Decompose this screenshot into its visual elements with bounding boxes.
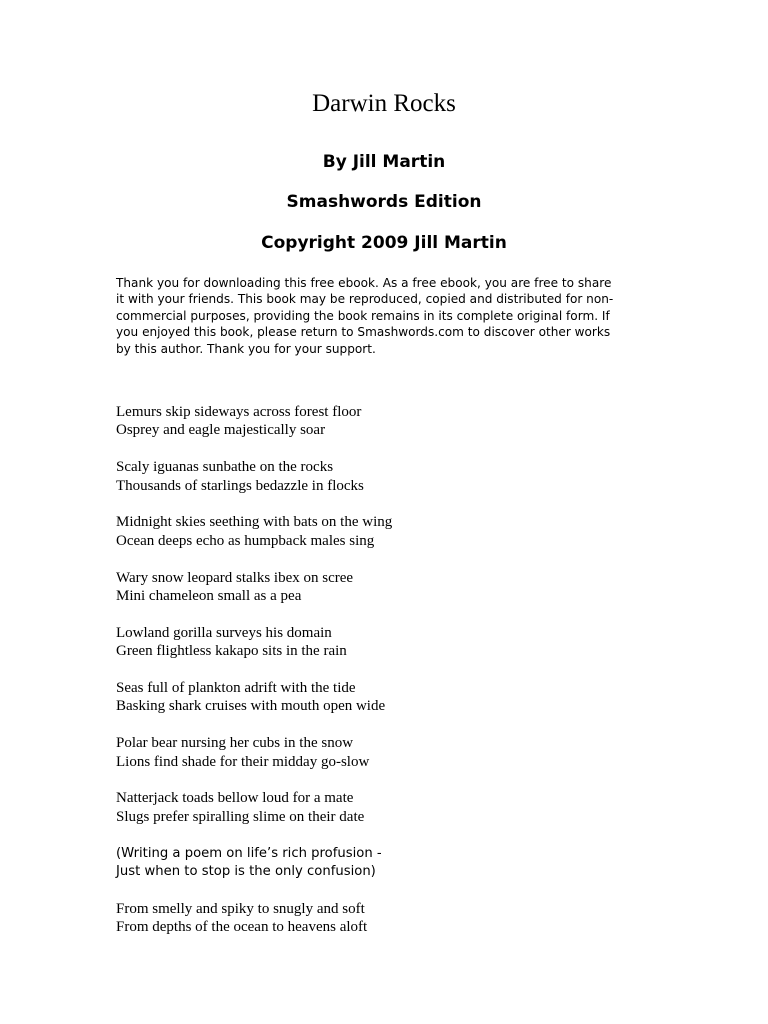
poem-line: Lemurs skip sideways across forest floor [116,404,362,420]
poem-stanza [116,569,676,606]
poem-line: Natterjack toads bellow loud for a mate [116,790,354,807]
poem-stanza [116,900,676,937]
notice-line: it with your friends. This book may be reproduced, copied and distributed for non- [116,292,614,307]
poem-line: From depths of the ocean to heavens aloft [116,919,368,936]
poem-body [116,403,676,955]
license-notice [116,275,656,357]
poem-line: From smelly and spiky to snugly and soft [116,900,365,917]
copyright-line: Copyright 2009 Jill Martin [261,233,507,253]
author-line: By Jill Martin [322,152,446,172]
poem-line: Basking shark cruises with mouth open wide [116,698,386,715]
poem-line: Thousands of starlings bedazzle in flocks [116,477,364,494]
poem-line: Polar bear nursing her cubs in the snow [116,735,354,752]
poem-stanza [116,789,676,826]
notice-line: Thank you for downloading this free ebook. As a free ebook, you are free to share [116,276,612,290]
poem-stanza [116,734,676,771]
poem-line: Scaly iguanas sunbathe on the rocks [116,459,334,476]
edition-line: Smashwords Edition [286,192,482,212]
poem-stanza [116,403,676,440]
poem-stanza [116,513,676,550]
poem-line: Seas full of plankton adrift with the tide [116,680,356,697]
poem-stanza [116,458,676,495]
poem-line: Mini chameleon small as a pea [116,588,302,605]
poem-line: Ocean deeps echo as humpback males sing [116,532,375,549]
poem-line: Wary snow leopard stalks ibex on scree [116,569,354,586]
poem-line: Osprey and eagle majestically soar [116,422,326,439]
poem-line: (Writing a poem on life’s rich profusion - [116,845,382,861]
poem-stanza [116,624,676,661]
poem-line: Midnight skies seething with bats on the wing [116,514,393,531]
document-title: Darwin Rocks [312,90,456,117]
notice-line: commercial purposes, providing the book remains in its complete original form. If [116,308,610,323]
notice-line: you enjoyed this book, please return to Smashwords.com to discover other works [116,325,611,340]
poem-line: Green flightless kakapo sits in the rain [116,643,347,660]
poem-stanza-aside [116,845,676,882]
poem-stanza [116,679,676,716]
poem-line: Just when to stop is the only confusion) [116,864,376,880]
poem-line: Slugs prefer spiralling slime on their date [116,808,365,825]
notice-line: by this author. Thank you for your support. [116,341,376,356]
poem-line: Lions find shade for their midday go-slow [116,753,370,770]
poem-line: Lowland gorilla surveys his domain [116,624,332,641]
